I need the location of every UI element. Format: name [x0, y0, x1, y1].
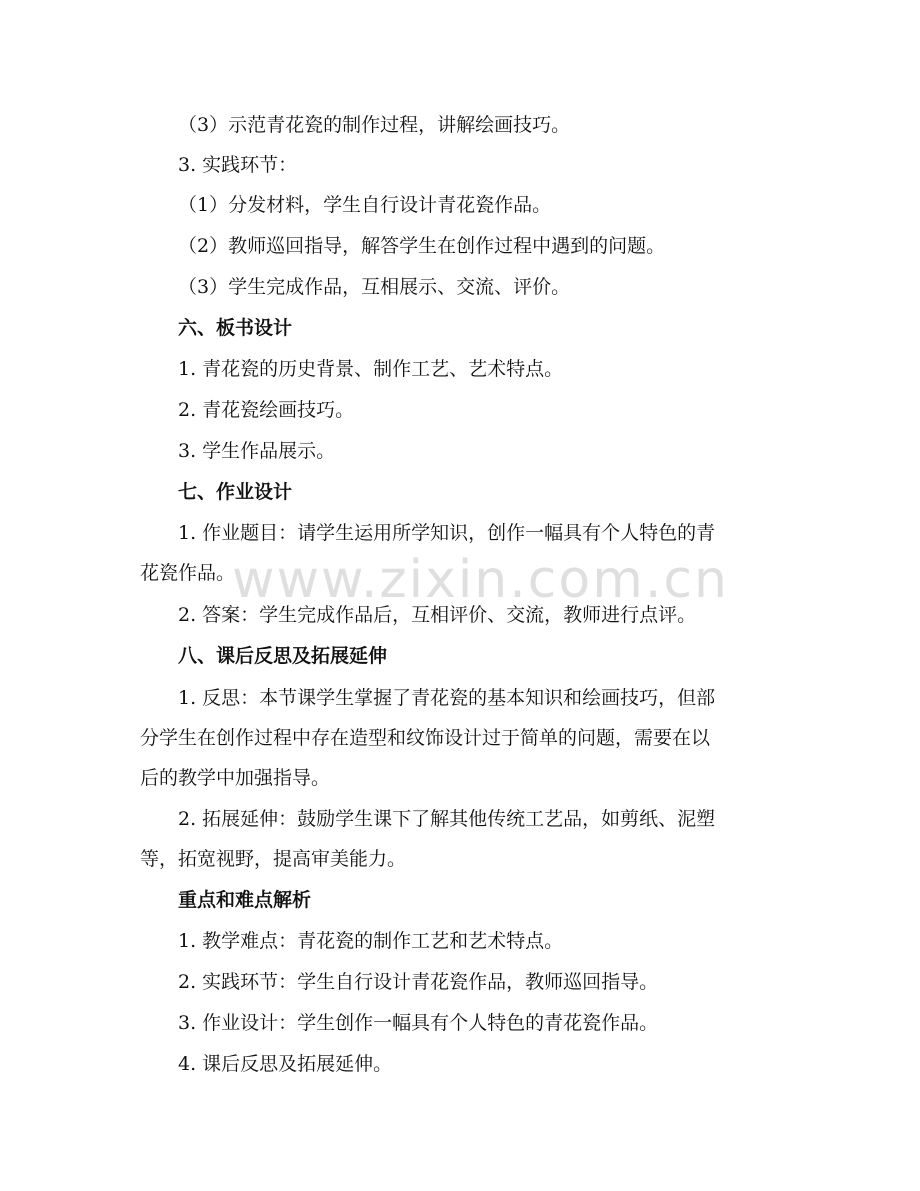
text-line: 1. 青花瓷的历史背景、制作工艺、艺术特点。 — [178, 358, 564, 380]
text-line: 2. 拓展延伸：鼓励学生课下了解其他传统工艺品，如剪纸、泥塑 — [178, 808, 716, 830]
text-line: 3. 作业设计：学生创作一幅具有个人特色的青花瓷作品。 — [178, 1012, 659, 1034]
text-line: 后的教学中加强指导。 — [140, 767, 331, 789]
text-line: 2. 实践环节：学生自行设计青花瓷作品，教师巡回指导。 — [178, 971, 659, 993]
section-heading: 重点和难点解析 — [178, 889, 312, 911]
watermark: www.zixin.com.cn — [232, 550, 729, 610]
text-line: （3）学生完成作品，互相展示、交流、评价。 — [178, 276, 571, 298]
text-line: （2）教师巡回指导，解答学生在创作过程中遇到的问题。 — [178, 235, 666, 257]
text-line: （3）示范青花瓷的制作过程，讲解绘画技巧。 — [178, 114, 571, 136]
text-line: 花瓷作品。 — [140, 562, 236, 584]
text-line: 1. 教学难点：青花瓷的制作工艺和艺术特点。 — [178, 930, 564, 952]
text-line: 等，拓宽视野，提高审美能力。 — [140, 848, 407, 870]
section-heading: 七、作业设计 — [178, 481, 293, 503]
text-line: 2. 答案：学生完成作品后，互相评价、交流，教师进行点评。 — [178, 604, 697, 626]
text-line: （1）分发材料，学生自行设计青花瓷作品。 — [178, 194, 552, 216]
text-line: 2. 青花瓷绘画技巧。 — [178, 399, 355, 421]
text-line: 4. 课后反思及拓展延伸。 — [178, 1053, 393, 1075]
text-line: 3. 实践环节： — [178, 154, 298, 176]
text-line: 分学生在创作过程中存在造型和纹饰设计过于简单的问题，需要在以 — [140, 727, 711, 749]
text-line: 1. 反思：本节课学生掌握了青花瓷的基本知识和绘画技巧，但部 — [178, 687, 716, 709]
text-line: 1. 作业题目：请学生运用所学知识，创作一幅具有个人特色的青 — [178, 522, 716, 544]
section-heading: 六、板书设计 — [178, 317, 293, 339]
section-heading: 八、课后反思及拓展延伸 — [178, 645, 388, 667]
text-line: 3. 学生作品展示。 — [178, 440, 336, 462]
